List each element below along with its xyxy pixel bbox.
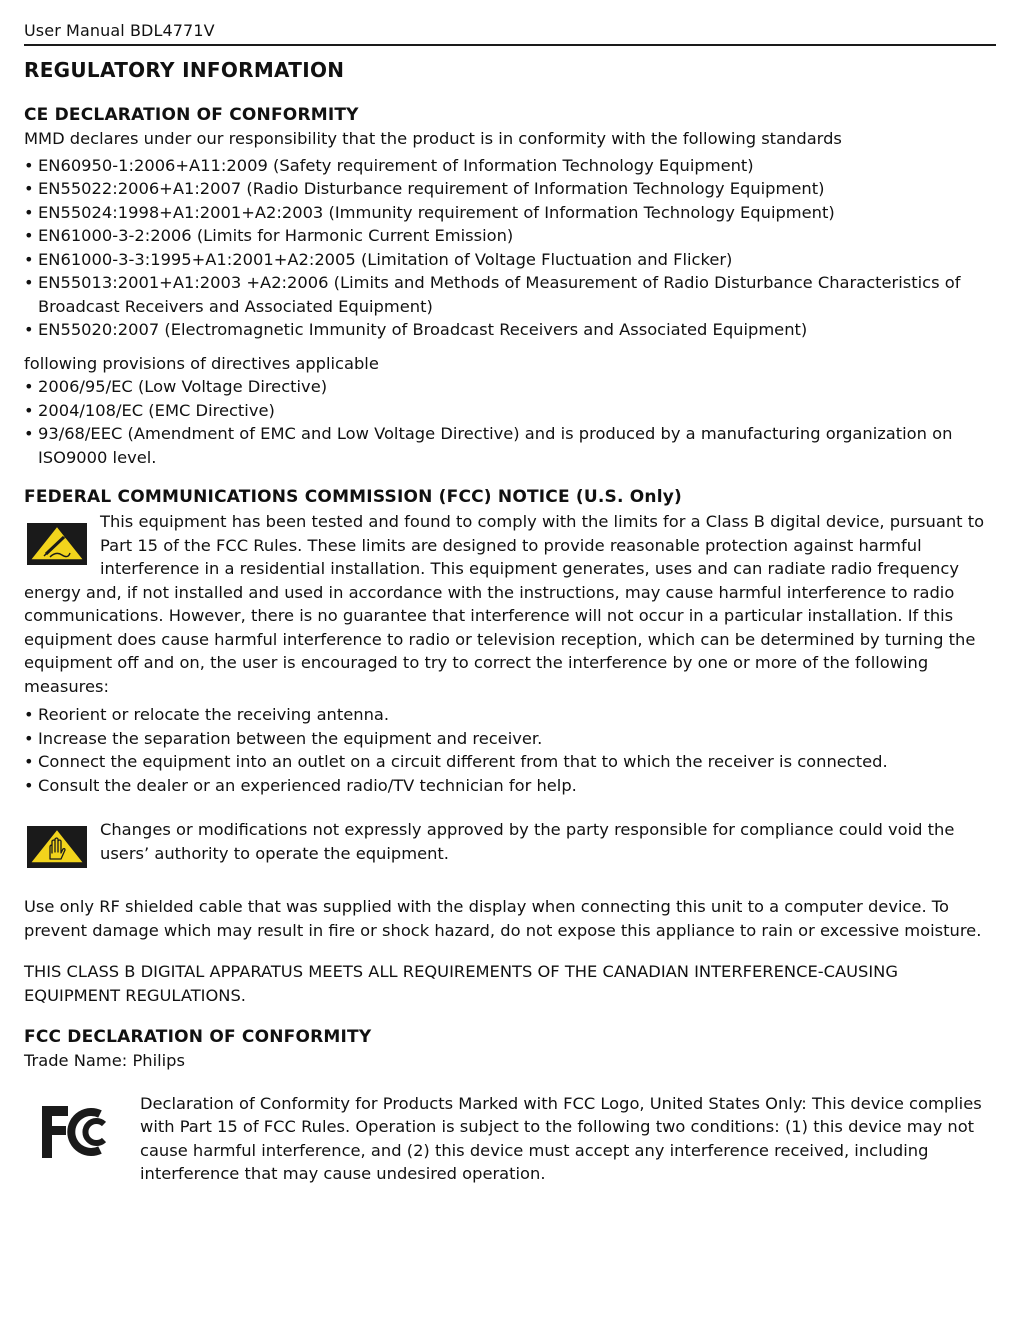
directives-list [24, 375, 996, 469]
list-item: • 2004/108/EC (EMC Directive) [24, 399, 996, 423]
header-title: User Manual BDL4771V [24, 21, 215, 40]
ce-heading: CE DECLARATION OF CONFORMITY [24, 105, 359, 125]
list-item: • EN55013:2001+A1:2003 +A2:2006 (Limits and Methods of Measurement of Radio Disturbance Characteristics of Broadcast Receivers and Associated Equipment) [24, 271, 996, 318]
canadian-statement: THIS CLASS B DIGITAL APPARATUS MEETS ALL REQUIREMENTS OF THE CANADIAN INTERFERENCE-CAUSING EQUIPMENT REGULATIONS. [24, 962, 898, 1005]
fcc-measures-list [24, 703, 996, 797]
list-item: • Increase the separation between the equipment and receiver. [24, 727, 996, 751]
fcc-notice-paragraph: This equipment has been tested and found to comply with the limits for a Class B digital device, pursuant to Part 15 of the FCC Rules. These limits are designed to provide reasonable protection against harmful interference in a residential installation. This equipment generates, uses and can radiate radio frequency energy and, if not installed and used in accordance with the instructions, may cause harmful interference to radio communications. However, there is no guarantee that interference will not occur in a particular installation. If this equipment does cause harmful interference to radio or television reception, which can be determined by turning the equipment off and on, the user is encouraged to try to correct the interference by one or more of the following measures: [24, 512, 985, 696]
trade-name: Trade Name: Philips [24, 1051, 185, 1070]
list-item: • EN55022:2006+A1:2007 (Radio Disturbance requirement of Information Technology Equipment) [24, 177, 996, 201]
fcc-declaration-block [24, 1092, 996, 1186]
page-header [24, 0, 996, 46]
changes-warning-block [24, 818, 996, 875]
fcc-logo [38, 1102, 118, 1166]
ce-intro: MMD declares under our responsibility that the product is in conformity with the following standards [24, 129, 842, 148]
fcc-declaration-paragraph: Declaration of Conformity for Products Marked with FCC Logo, United States Only: This device complies with Part 15 of FCC Rules. Operation is subject to the following two conditions: (1) this device may not cause harmful interference, and (2) this device must accept any interference received, including interference that may cause undesired operation. [140, 1093, 982, 1183]
list-item: • Reorient or relocate the receiving antenna. [24, 703, 996, 727]
list-item: • EN55024:1998+A1:2001+A2:2003 (Immunity requirement of Information Technology Equipment) [24, 201, 996, 225]
list-item: • Connect the equipment into an outlet on a circuit different from that to which the receiver is connected. [24, 750, 996, 774]
list-item: • 2006/95/EC (Low Voltage Directive) [24, 375, 996, 399]
list-item: • Consult the dealer or an experienced radio/TV technician for help. [24, 774, 996, 798]
directives-intro: following provisions of directives applicable [24, 353, 379, 373]
list-item: • EN61000-3-3:1995+A1:2001+A2:2005 (Limitation of Voltage Fluctuation and Flicker) [24, 248, 996, 272]
list-item: • EN61000-3-2:2006 (Limits for Harmonic Current Emission) [24, 224, 996, 248]
rf-cable-paragraph: Use only RF shielded cable that was supplied with the display when connecting this unit to a computer device. To prevent damage which may result in fire or shock hazard, do not expose this appliance to rain or excessive moisture. [24, 897, 982, 940]
fcc-notice-block [24, 510, 996, 698]
page-title: REGULATORY INFORMATION [24, 58, 345, 82]
fcc-notice-heading: FEDERAL COMMUNICATIONS COMMISSION (FCC) NOTICE (U.S. Only) [24, 487, 682, 507]
list-item: • EN60950-1:2006+A11:2009 (Safety requirement of Information Technology Equipment) [24, 154, 996, 178]
list-item: • EN55020:2007 (Electromagnetic Immunity of Broadcast Receivers and Associated Equipment) [24, 318, 996, 342]
ce-standards-list [24, 154, 996, 342]
warning-hand-icon [24, 823, 90, 875]
fcc-declaration-heading: FCC DECLARATION OF CONFORMITY [24, 1027, 372, 1047]
manual-page [24, 0, 996, 1186]
list-item: • 93/68/EEC (Amendment of EMC and Low Voltage Directive) and is produced by a manufacturing organization on ISO9000 level. [24, 422, 996, 469]
warning-pencil-icon [24, 520, 90, 572]
changes-warning-text: Changes or modifications not expressly approved by the party responsible for compliance could void the users’ authority to operate the equipment. [100, 820, 955, 863]
